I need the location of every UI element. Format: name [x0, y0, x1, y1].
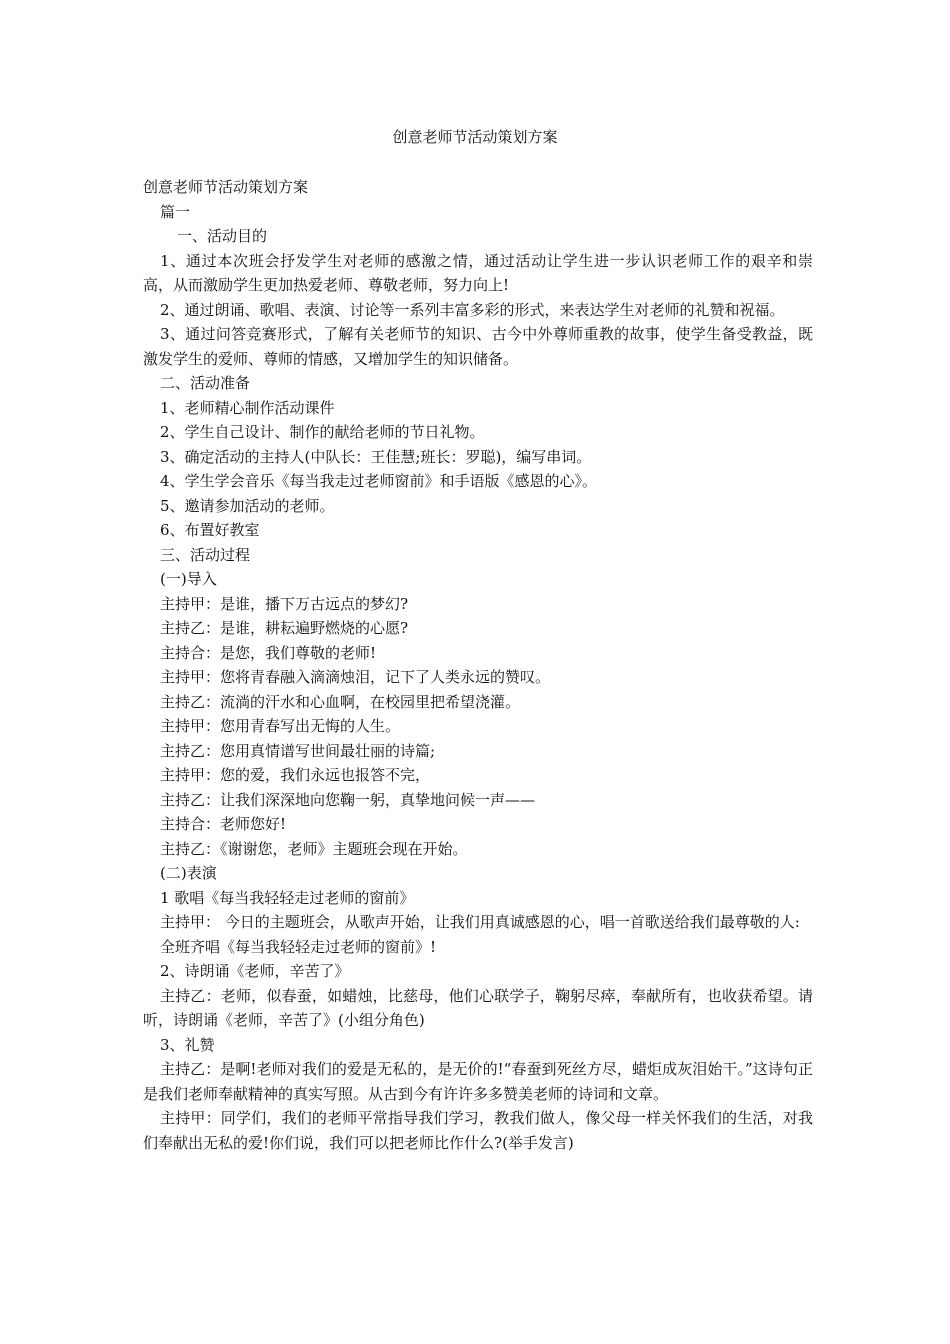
paragraph: 二、活动准备 [160, 374, 251, 392]
document-title: 创意老师节活动策划方案 [392, 128, 558, 146]
paragraph: 主持合：是您，我们尊敬的老师! [160, 643, 377, 662]
paragraph: 3、礼赞 [160, 1035, 215, 1054]
paragraph: 主持合：老师您好! [160, 815, 287, 833]
paragraph: 4、学生学会音乐《每当我走过老师窗前》和手语版《感恩的心》。 [160, 472, 598, 490]
paragraph: (二)表演 [160, 864, 217, 882]
paragraph: 三、活动过程 [160, 545, 251, 564]
paragraph: 2、诗朗诵《老师，辛苦了》 [160, 962, 350, 980]
paragraph: 6、布置好教室 [160, 521, 260, 539]
paragraph: 主持乙：《谢谢您，老师》主题班会现在开始。 [160, 839, 468, 858]
paragraph: 主持甲：您用青春写出无悔的人生。 [160, 717, 401, 735]
paragraph: 主持乙：是谁，耕耘遍野燃烧的心愿? [160, 619, 409, 637]
paragraph: 主持乙：老师，似春蚕，如蜡烛，比慈母，他们心联学子，鞠躬尽瘁，奉献所有，也收获希望。请听，诗朗诵《老师，辛苦了》(小组分角色) [143, 986, 813, 1029]
paragraph: 1、通过本次班会抒发学生对老师的感激之情，通过活动让学生进一步认识老师工作的艰辛和崇高，从而激励学生更加热爱老师、尊敬老师，努力向上! [143, 251, 813, 294]
paragraph: 全班齐唱《每当我轻轻走过老师的窗前》! [160, 937, 437, 956]
paragraph: 2、通过朗诵、歌唱、表演、讨论等一系列丰富多彩的形式，来表达学生对老师的礼赞和祝福。 [160, 300, 785, 319]
document-body [143, 175, 813, 1155]
paragraph: 2、学生自己设计、制作的献给老师的节日礼物。 [160, 423, 485, 441]
paragraph: 主持甲：您的爱，我们永远也报答不完， [160, 766, 431, 784]
paragraph: 1、老师精心制作活动课件 [160, 398, 335, 417]
paragraph: 3、确定活动的主持人(中队长：王佳慧;班长：罗聪)，编写串词。 [160, 447, 592, 466]
paragraph: 3、通过问答竞赛形式，了解有关老师节的知识、古今中外尊师重教的故事，使学生备受教益，既激发学生的爱师、尊师的情感，又增加学生的知识储备。 [143, 325, 813, 368]
paragraph: (一)导入 [160, 570, 217, 588]
paragraph: 篇一 [160, 202, 191, 221]
paragraph: 主持甲： 今日的主题班会，从歌声开始，让我们用真诚感恩的心，唱一首歌送给我们最尊敬的人: [160, 913, 800, 931]
paragraph: 主持甲：您将青春融入滴滴烛泪，记下了人类永远的赞叹。 [160, 668, 551, 686]
paragraph: 创意老师节活动策划方案 [143, 178, 309, 196]
paragraph: 主持乙：流淌的汗水和心血啊，在校园里把希望浇灌。 [160, 692, 521, 711]
paragraph: 主持甲：是谁，播下万古远点的梦幻? [160, 594, 409, 613]
paragraph: 主持乙：您用真情谱写世间最壮丽的诗篇; [160, 741, 436, 760]
paragraph: 主持甲：同学们，我们的老师平常指导我们学习，教我们做人，像父母一样关怀我们的生活，对我们奉献出无私的爱!你们说，我们可以把老师比作什么?(举手发言) [143, 1109, 813, 1152]
paragraph: 5、邀请参加活动的老师。 [160, 496, 335, 515]
paragraph: 主持乙：是啊!老师对我们的爱是无私的，是无价的!“春蚕到死丝方尽，蜡炬成灰泪始干。”这诗句正是我们老师奉献精神的真实写照。从古到今有许许多多赞美老师的诗词和文章。 [143, 1060, 813, 1103]
paragraph: 一、活动目的 [177, 227, 268, 245]
paragraph: 主持乙：让我们深深地向您鞠一躬，真挚地问候一声—— [160, 790, 536, 809]
paragraph: 1 歌唱《每当我轻轻走过老师的窗前》 [160, 888, 415, 907]
